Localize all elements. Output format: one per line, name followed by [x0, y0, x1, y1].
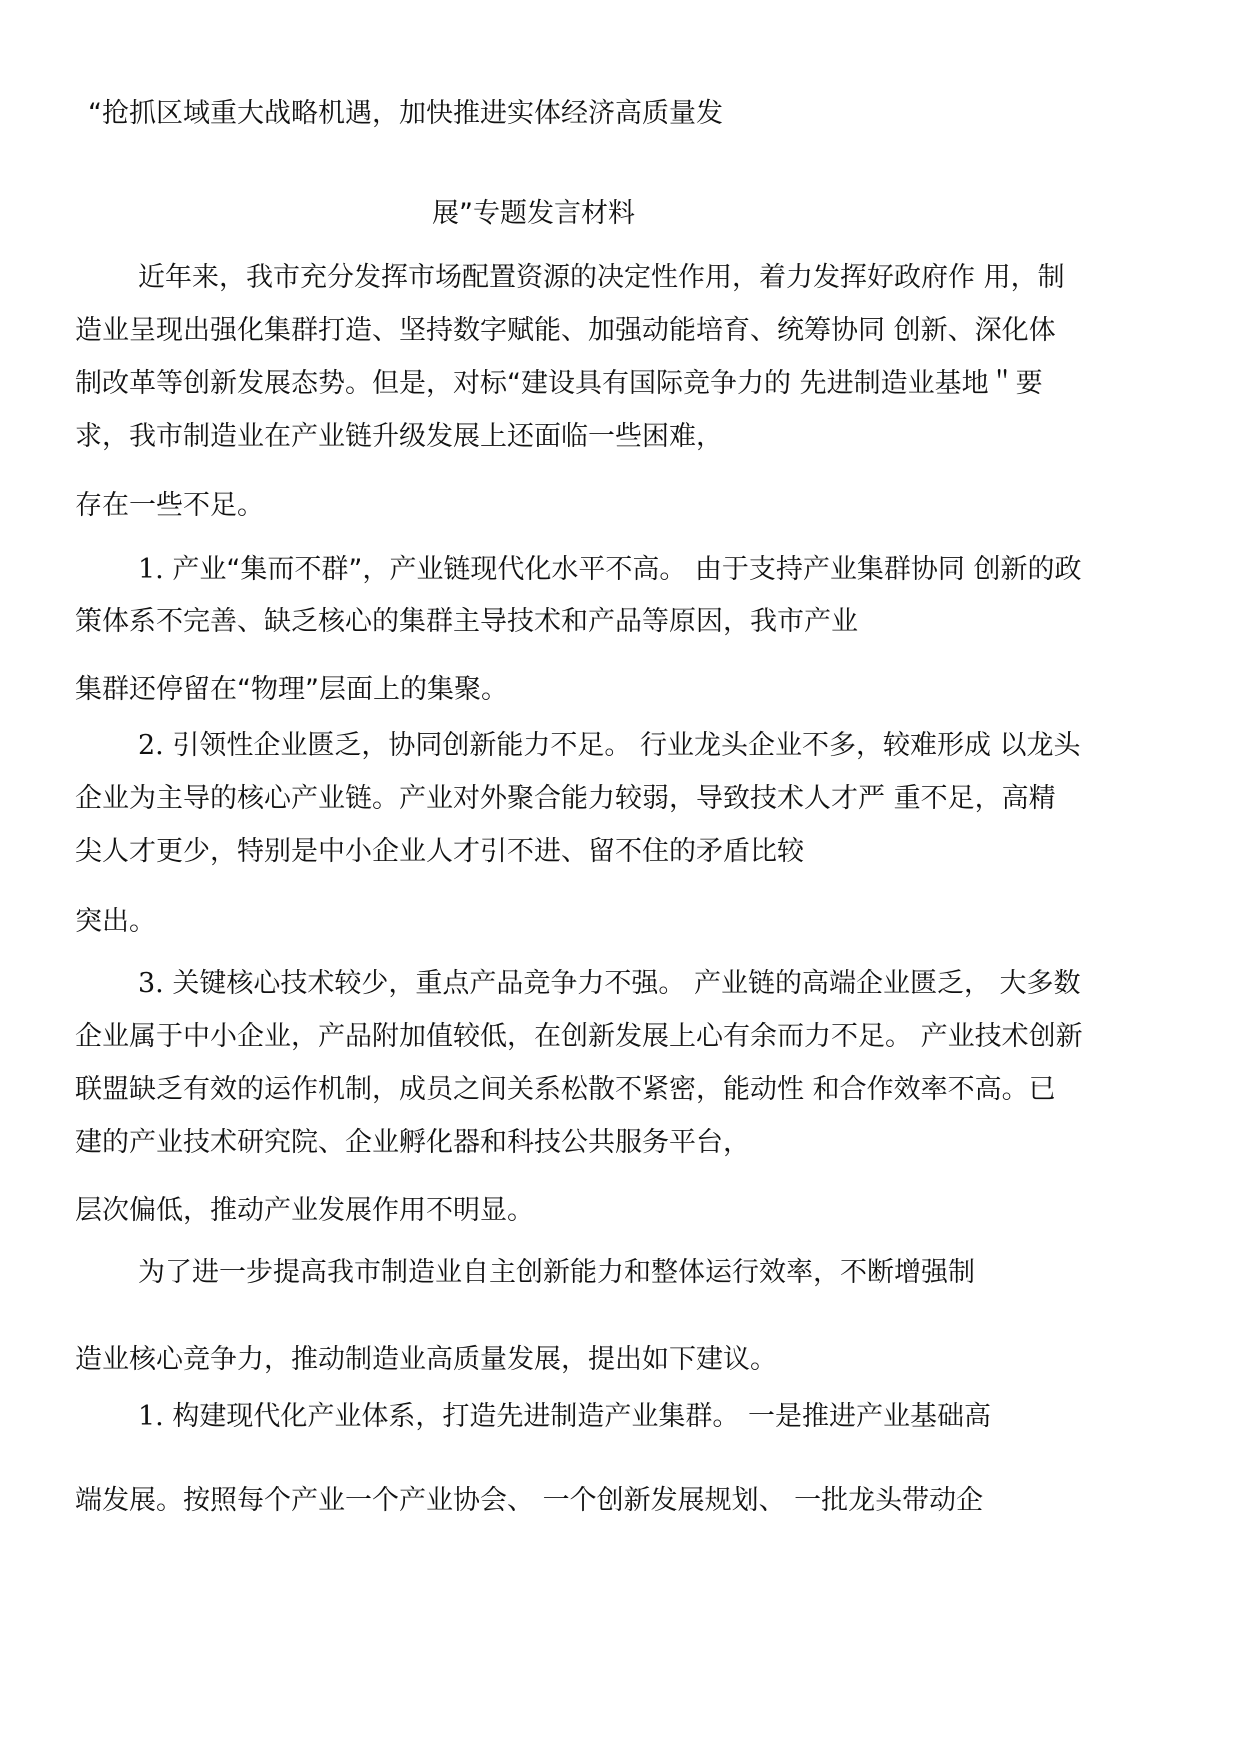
problem-3-text-1: 关键核心技术较少，重点产品竞争力不强。 产业链的高端企业匮乏， 大多数 [172, 968, 1081, 999]
problem-3-line-4: 建的产业技术研究院、企业孵化器和科技公共服务平台， [75, 1127, 750, 1158]
transition-line-1: 为了进一步提高我市制造业自主创新能力和整体运行效率，不断增强制 [138, 1257, 975, 1288]
suggestion-1-line-2: 端发展。按照每个产业一个产业协会、 一个创新发展规划、 一批龙头带动企 [75, 1485, 984, 1516]
suggestion-1-text-1: 构建现代化产业体系，打造先进制造产业集群。 一是推进产业基础高 [172, 1401, 991, 1432]
title-line-2: 展”专题发言材料 [432, 198, 635, 229]
problem-2-line-3: 尖人才更少，特别是中小企业人才引不进、留不住的矛盾比较 [75, 836, 804, 867]
problem-1-number: 1. [138, 554, 164, 585]
problem-2-line-1 [138, 728, 1081, 764]
problem-3-line-1 [138, 966, 1081, 1002]
problem-3-number: 3. [138, 968, 164, 999]
suggestion-1-number: 1. [138, 1401, 164, 1432]
transition-line-2: 造业核心竞争力，推动制造业高质量发展，提出如下建议。 [75, 1344, 777, 1375]
problem-3-line-3: 联盟缺乏有效的运作机制，成员之间关系松散不紧密，能动性 和合作效率不高。已 [75, 1074, 1056, 1105]
problem-1-line-3: 集群还停留在“物理”层面上的集聚。 [75, 674, 508, 705]
suggestion-1-line-1 [138, 1399, 991, 1435]
intro-line-3: 制改革等创新发展态势。但是，对标“建设具有国际竞争力的 先进制造业基地＂要 [75, 368, 1043, 399]
problem-1-line-1 [138, 552, 1082, 588]
problem-2-line-4: 突出。 [75, 906, 156, 937]
intro-line-1: 近年来，我市充分发挥市场配置资源的决定性作用，着力发挥好政府作 用，制 [138, 262, 1065, 293]
problem-3-line-2: 企业属于中小企业，产品附加值较低，在创新发展上心有余而力不足。 产业技术创新 [75, 1021, 1083, 1052]
intro-line-4: 求，我市制造业在产业链升级发展上还面临一些困难， [75, 421, 723, 452]
problem-1-line-2: 策体系不完善、缺乏核心的集群主导技术和产品等原因，我市产业 [75, 606, 858, 637]
problem-1-text-1: 产业“集而不群”，产业链现代化水平不高。 由于支持产业集群协同 创新的政 [172, 554, 1082, 585]
problem-3-line-5: 层次偏低，推动产业发展作用不明显。 [75, 1195, 534, 1226]
problem-2-text-1: 引领性企业匮乏，协同创新能力不足。 行业龙头企业不多，较难形成 以龙头 [172, 730, 1081, 761]
problem-2-number: 2. [138, 730, 164, 761]
problem-2-line-2: 企业为主导的核心产业链。产业对外聚合能力较弱，导致技术人才严 重不足，高精 [75, 783, 1056, 814]
title-line-1: “抢抓区域重大战略机遇，加快推进实体经济高质量发 [88, 98, 723, 129]
intro-line-5: 存在一些不足。 [75, 490, 264, 521]
intro-line-2: 造业呈现出强化集群打造、坚持数字赋能、加强动能培育、统筹协同 创新、深化体 [75, 315, 1056, 346]
